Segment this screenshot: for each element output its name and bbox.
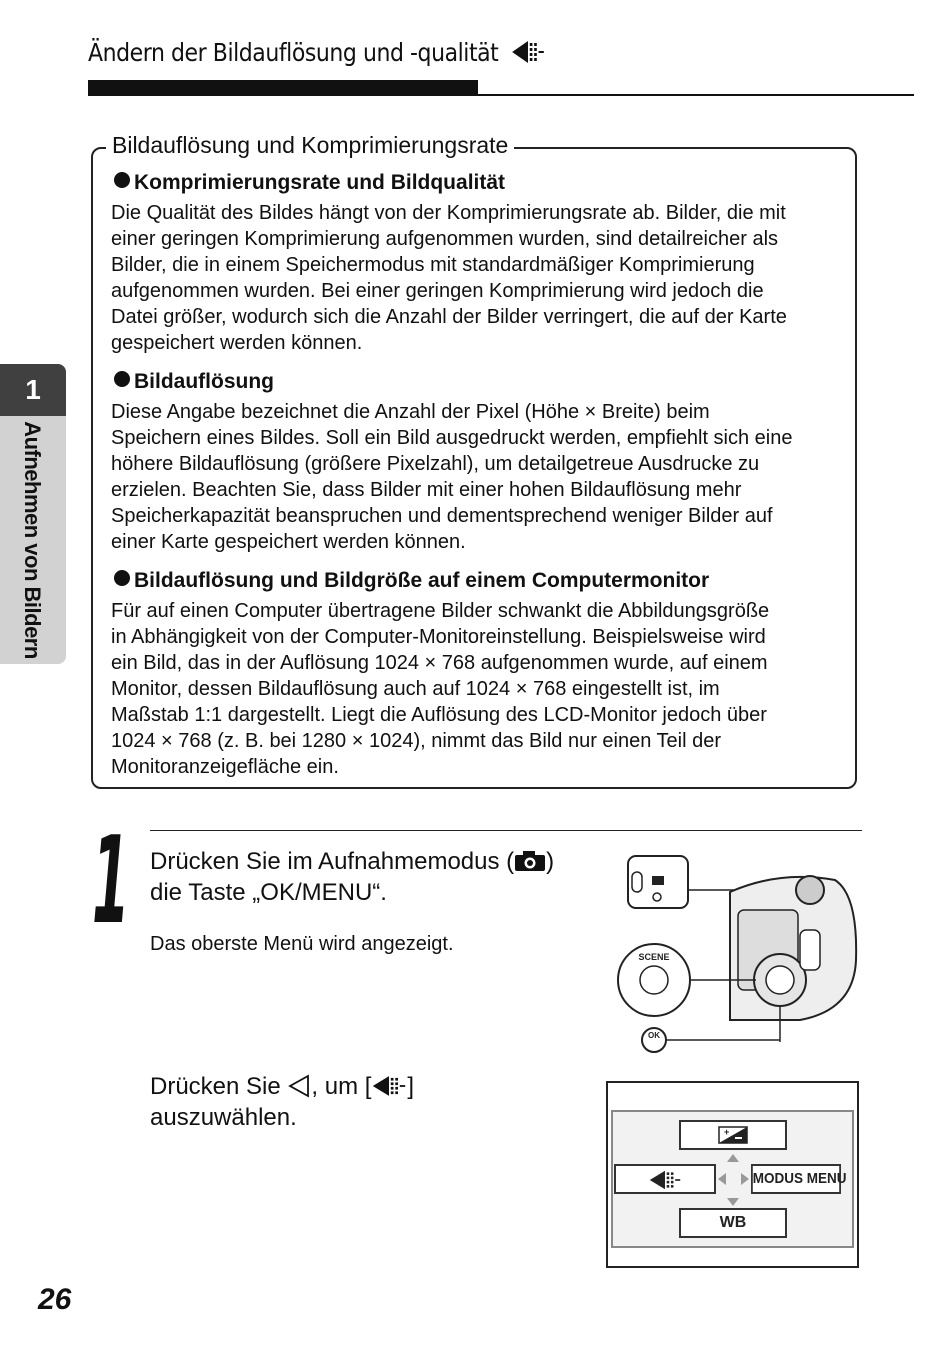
- section-heading: Bildauflösung: [114, 370, 274, 394]
- svg-text:+: +: [724, 1127, 730, 1137]
- left-arrow-icon: [287, 1074, 311, 1098]
- header-rule-thin: [478, 94, 914, 96]
- exposure-compensation-button[interactable]: [679, 1120, 787, 1150]
- down-arrow-icon: [727, 1198, 739, 1206]
- image-quality-icon: [648, 1169, 682, 1191]
- step-1-result: Das oberste Menü wird angezeigt.: [150, 933, 454, 955]
- step-rule: [150, 830, 862, 831]
- mode-menu-button[interactable]: MODUS MENU: [751, 1164, 841, 1194]
- chapter-label-tab: [0, 416, 66, 664]
- wb-button[interactable]: WB: [679, 1208, 787, 1238]
- image-quality-icon: [371, 1074, 407, 1098]
- image-quality-menu-button[interactable]: [614, 1164, 716, 1194]
- step-number: 1: [92, 812, 130, 951]
- camera-illustration: [610, 850, 860, 1055]
- up-arrow-icon: [727, 1154, 739, 1162]
- header-rule-thick: [88, 80, 478, 96]
- section-paragraph: Diese Angabe bezeichnet die Anzahl der Pixel (Höhe × Breite) beim Speichern eines Bildes. Soll ein Bild ausgedruckt werden, empfiehlt sich eine höhere Bildauflösung (größere Pixelzahl), um detailgetreue Ausdrucke zu erzielen. Beachten Sie, dass Bilder mit einer hohen Bildauflösung mehr Speicherkapazität beanspruchen und dementsprechend weniger Bilder auf einer Karte gespeichert werden können.: [111, 401, 793, 553]
- right-arrow-icon: [741, 1173, 749, 1185]
- section-paragraph: Die Qualität des Bildes hängt von der Komprimierungsrate ab. Bilder, die mit einer geringen Komprimierung aufgenommen wurden, sind detailreicher als Bilder, die in einem Speichermodus mit standardmäßiger Komprimierung aufgenommen wurden. Bei einer geringen Komprimierung wird jedoch die Datei größer, wodurch sich die Anzahl der Bilder verringert, die auf der Karte gespeichert werden können.: [111, 202, 787, 354]
- step-1-instruction: Drücken Sie im Aufnahmemodus ( ) die Taste „OK/MENU“.: [150, 848, 555, 906]
- page-number: 26: [38, 1283, 72, 1316]
- page-header-title: [88, 38, 545, 67]
- image-quality-icon: [510, 39, 545, 65]
- exposure-compensation-icon: [718, 1126, 748, 1144]
- bullet-icon: [114, 570, 130, 586]
- chapter-label: Aufnehmen von Bildern: [20, 421, 45, 659]
- bullet-icon: [114, 371, 130, 387]
- camera-icon: [514, 850, 546, 872]
- menu-display: [611, 1110, 854, 1248]
- info-box-title: Bildauflösung und Komprimierungsrate: [106, 132, 514, 159]
- bullet-icon: [114, 172, 130, 188]
- ok-label: OK: [648, 1031, 660, 1040]
- chapter-number-tab: 1: [0, 364, 66, 416]
- section-paragraph: Für auf einen Computer übertragene Bilder schwankt die Abbildungsgröße in Abhängigkeit von der Computer-Monitoreinstellung. Beispielsweise wird ein Bild, das in der Auflösung 1024 × 768 aufgenommen wurde, auf einem Monitor, dessen Bildauflösung auch auf 1024 × 768 eingestellt ist, im Maßstab 1:1 dargestellt. Liegt die Auflösung des LCD-Monitor jedoch über 1024 × 768 (z. B. bei 1280 × 1024), nimmt das Bild nur einen Teil der Monitoranzeigefläche ein.: [111, 600, 770, 778]
- section-heading: Komprimierungsrate und Bildqualität: [114, 171, 505, 195]
- menu-screen: [606, 1081, 859, 1268]
- section-heading: Bildauflösung und Bildgröße auf einem Computermonitor: [114, 569, 709, 593]
- scene-label: SCENE: [638, 952, 670, 962]
- step-2-instruction: Drücken Sie , um [ ] auszuwählen.: [150, 1073, 415, 1131]
- header-title-text: Ändern der Bildauflösung und -qualität: [88, 38, 499, 67]
- left-arrow-icon: [718, 1173, 726, 1185]
